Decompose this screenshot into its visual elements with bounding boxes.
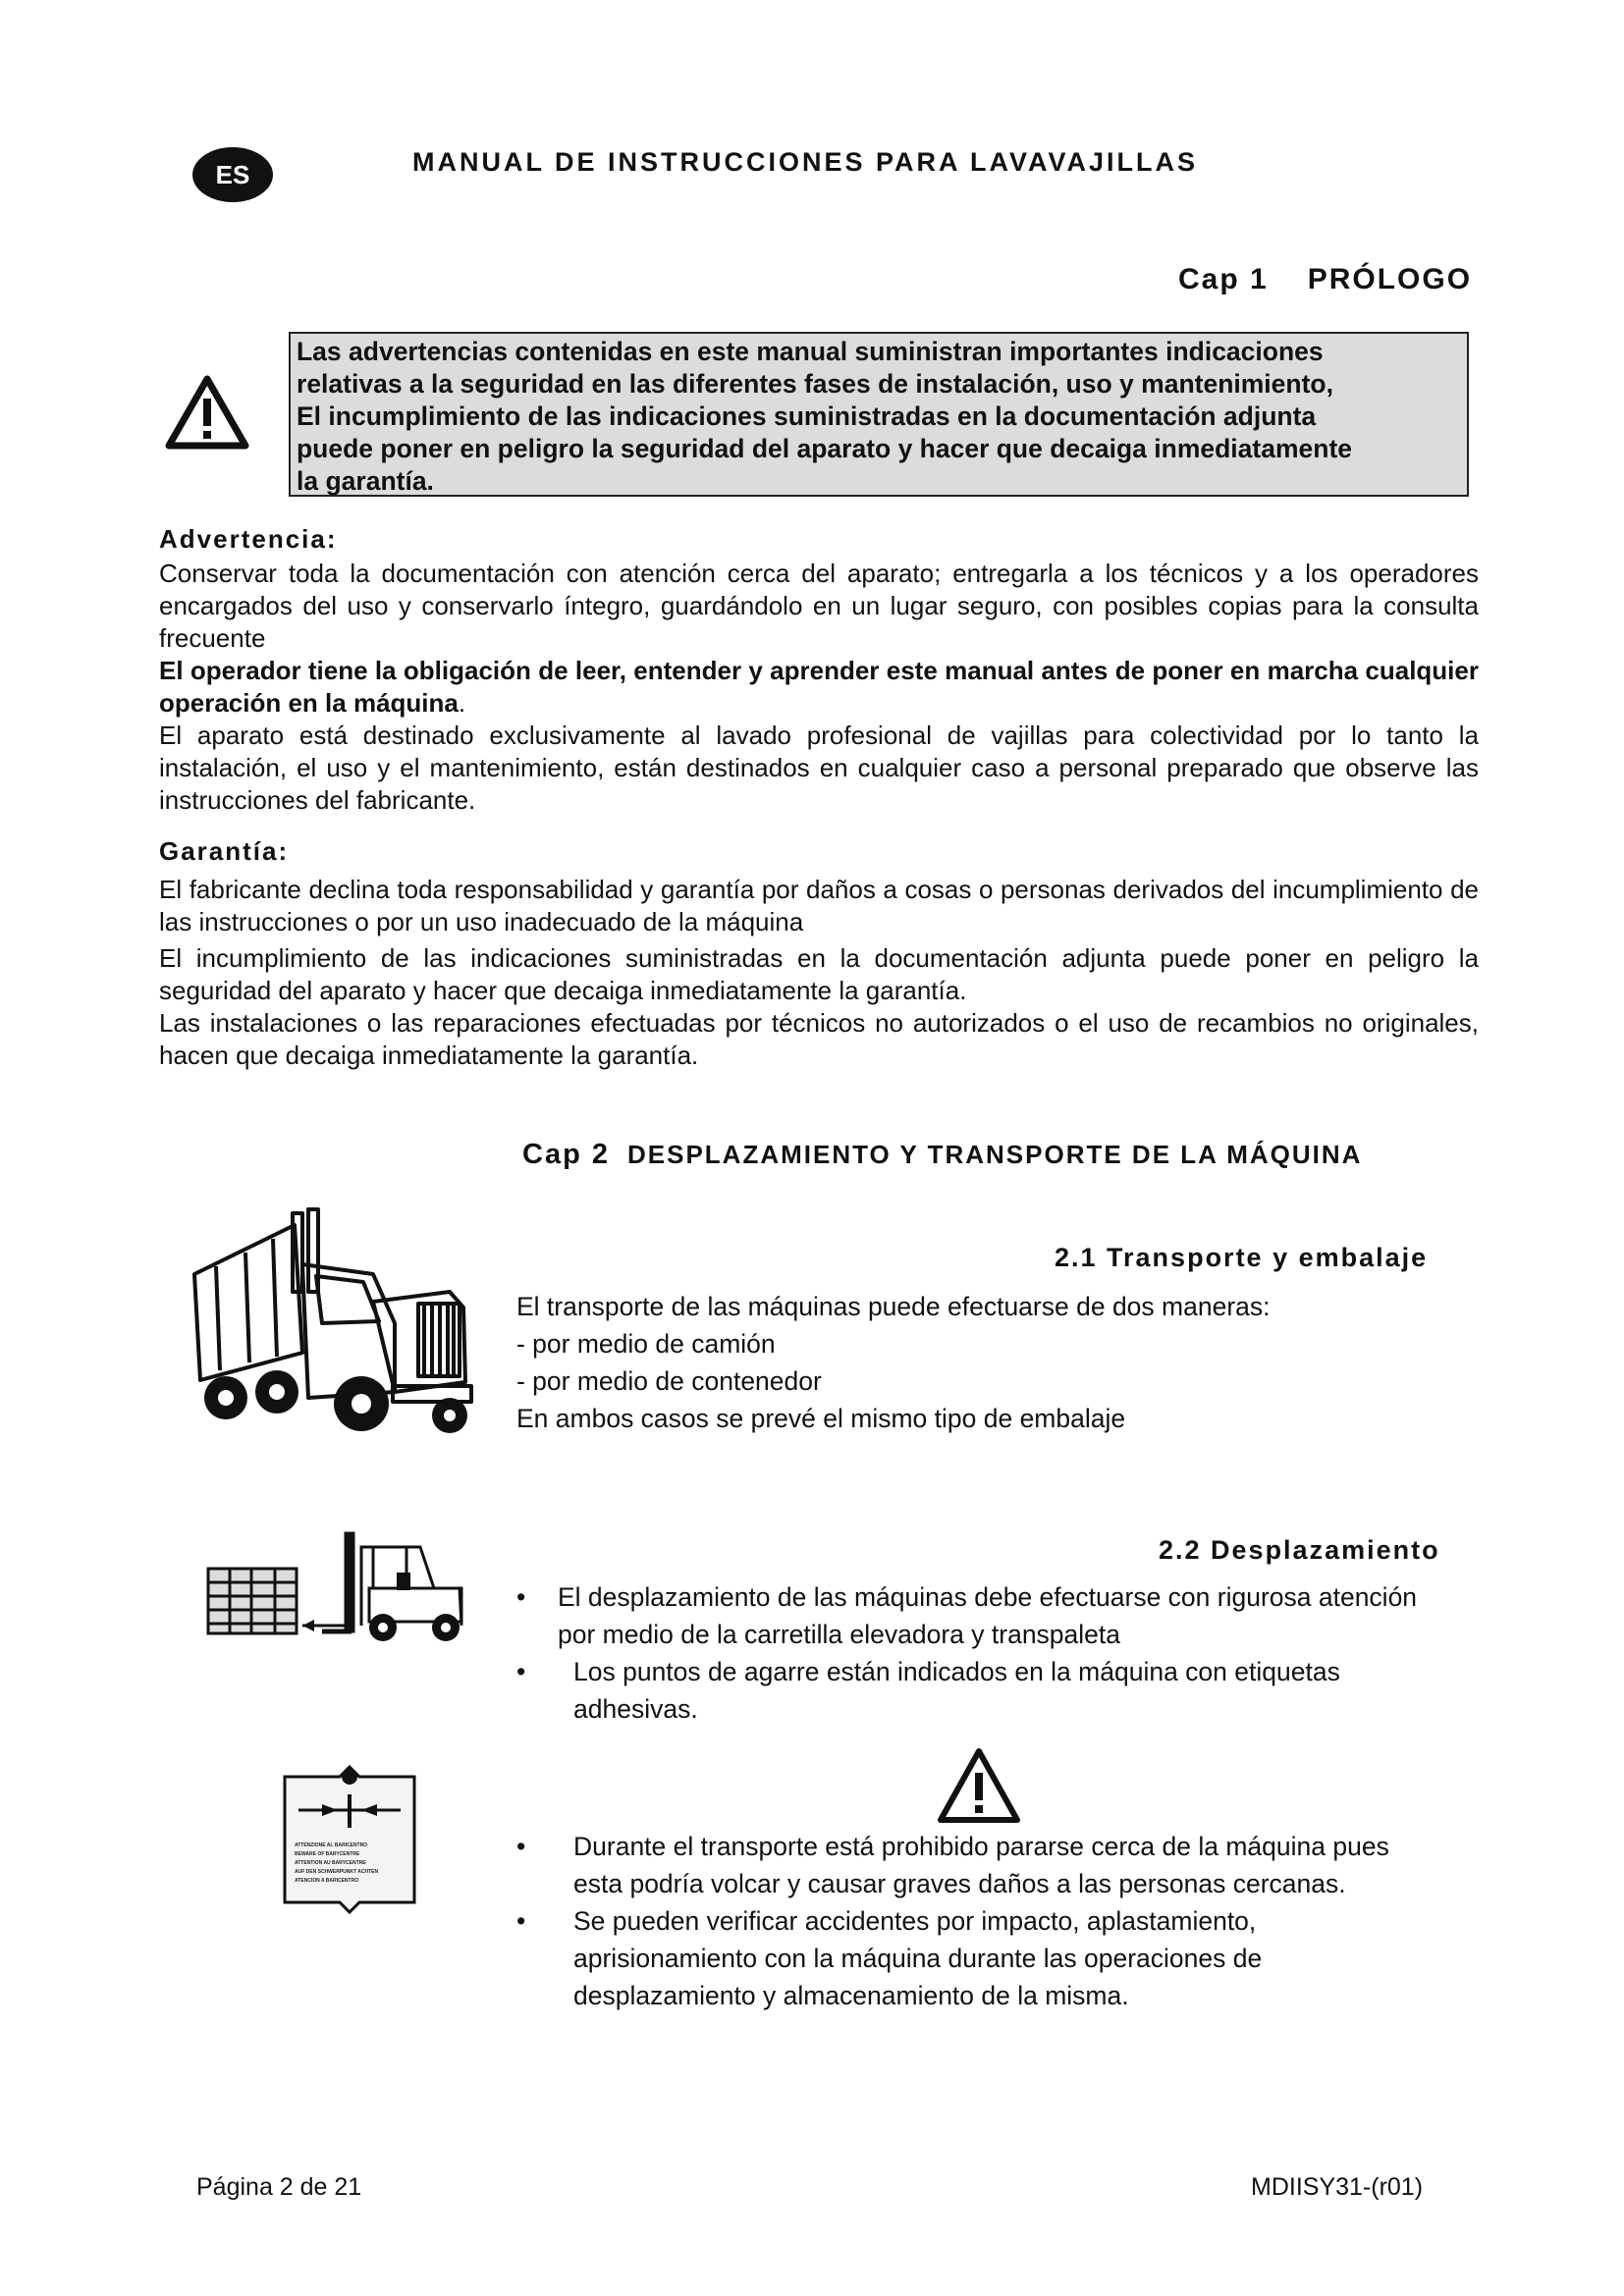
desplazamiento-bullets-top xyxy=(511,1578,1434,1728)
bullet-icon: • xyxy=(516,1657,526,1686)
advertencia-body xyxy=(159,558,1479,817)
chapter-1-label: Cap 1 xyxy=(1178,263,1269,295)
transporte-text xyxy=(516,1288,1271,1437)
section-2-1-heading: 2.1 Transporte y embalaje xyxy=(1055,1243,1429,1272)
warning-triangle-icon xyxy=(165,375,249,450)
document-code: MDIISY31-(r01) xyxy=(1251,2173,1424,2201)
desplazamiento-bullets-bottom xyxy=(511,1828,1434,2014)
chapter-2-title: DESPLAZAMIENTO Y TRANSPORTE DE LA MÁQUINA xyxy=(626,1140,1363,1169)
sign-line: BEWARE OF BARYCENTRE xyxy=(295,1851,360,1857)
obligation-period: . xyxy=(458,688,466,718)
garantia-paragraph-3: Las instalaciones o las reparaciones efectuadas por técnicos no autorizados o el uso de recambios no originales, hacen que decaiga inmediatamente la garantía. xyxy=(159,1008,1479,1070)
barycentre-sign-frame xyxy=(283,1765,416,1914)
barycentre-label-sign xyxy=(283,1765,416,1914)
warning-line: relativas a la seguridad en las diferentes fases de instalación, uso y mantenimiento, xyxy=(297,369,1333,399)
bullet-icon: • xyxy=(516,1832,526,1861)
garantia-body xyxy=(159,874,1479,1072)
truck-illustration xyxy=(187,1205,481,1441)
warning-line: Las advertencias contenidas en este manual suministran importantes indicaciones xyxy=(297,337,1324,366)
garantia-paragraph-2: El incumplimiento de las indicaciones suministradas en la documentación adjunta puede poner en peligro la seguridad del aparato y hacer que decaiga inmediatamente la garantía. xyxy=(159,943,1479,1005)
sign-line: ATTENTION AU BARYCENTRE xyxy=(295,1860,366,1866)
advertencia-paragraph-1: Conservar toda la documentación con atención cerca del aparato; entregarla a los técnicos y a los operadores encargados del uso y conservarlo íntegro, guardándolo en un lugar seguro, con posibles copias para la consulta frecuente xyxy=(159,559,1479,653)
garantia-heading: Garantía: xyxy=(159,836,290,866)
language-badge: ES xyxy=(192,147,273,202)
chapter-2-heading xyxy=(522,1139,1362,1171)
advertencia-paragraph-2 xyxy=(159,655,1479,720)
sign-line: ATTENZIONE AL BARICENTRO xyxy=(295,1842,368,1848)
sign-line: AUF DEN SCHWERPUNKT ACHTEN xyxy=(295,1869,379,1875)
bullet-icon: • xyxy=(516,1906,526,1936)
obligation-statement: El operador tiene la obligación de leer, entender y aprender este manual antes de poner en marcha cualquier operación en la máquina xyxy=(159,656,1479,718)
barycentre-sign-text xyxy=(295,1842,405,1886)
transporte-line: En ambos casos se prevé el mismo tipo de embalaje xyxy=(516,1404,1126,1433)
list-item: • Los puntos de agarre están indicados en la máquina con etiquetas adhesivas. xyxy=(511,1653,1434,1728)
bullet-icon: • xyxy=(516,1582,526,1612)
list-item: • El desplazamiento de las máquinas debe efectuarse con rigurosa atención por medio de la carretilla elevadora y transpaleta xyxy=(511,1578,1434,1653)
transporte-line: - por medio de contenedor xyxy=(516,1366,822,1396)
page-number: Página 2 de 21 xyxy=(196,2173,362,2201)
list-item: • Se pueden verificar accidentes por impacto, aplastamiento, aprisionamiento con la máquina durante las operaciones de desplazamiento y almacenamiento de la misma. xyxy=(511,1902,1434,2014)
document-title: MANUAL DE INSTRUCCIONES PARA LAVAVAJILLAS xyxy=(412,147,1199,177)
warning-line: puede poner en peligro la seguridad del aparato y hacer que decaiga inmediatamente xyxy=(297,434,1353,463)
chapter-1-heading xyxy=(1178,263,1472,296)
list-item: • Durante el transporte está prohibido pararse cerca de la máquina pues esta podría volcar y causar graves daños a las personas cercanas. xyxy=(511,1828,1434,1902)
chapter-1-title: PRÓLOGO xyxy=(1307,263,1473,295)
warning-box xyxy=(289,332,1469,497)
section-2-2-heading: 2.2 Desplazamiento xyxy=(1159,1535,1440,1565)
advertencia-heading: Advertencia: xyxy=(159,524,338,554)
advertencia-paragraph-3: El aparato está destinado exclusivamente al lavado profesional de vajillas para colectividad por lo tanto la instalación, el uso y el mantenimiento, están destinados en cualquier caso a personal preparado que observe las instrucciones del fabricante. xyxy=(159,721,1479,815)
warning-triangle-icon xyxy=(937,1747,1021,1824)
warning-line: El incumplimiento de las indicaciones suministradas en la documentación adjunta xyxy=(297,401,1317,431)
transporte-line: - por medio de camión xyxy=(516,1329,776,1359)
warning-line: la garantía. xyxy=(297,466,434,496)
garantia-paragraph-1: El fabricante declina toda responsabilidad y garantía por daños a cosas o personas derivados del incumplimiento de las instrucciones o por un uso inadecuado de la máquina xyxy=(159,875,1479,936)
forklift-illustration xyxy=(204,1527,475,1645)
sign-line: ATENCION A BARICENTRO xyxy=(295,1878,359,1884)
transporte-line: El transporte de las máquinas puede efectuarse de dos maneras: xyxy=(516,1292,1271,1321)
chapter-2-label: Cap 2 xyxy=(522,1139,610,1170)
